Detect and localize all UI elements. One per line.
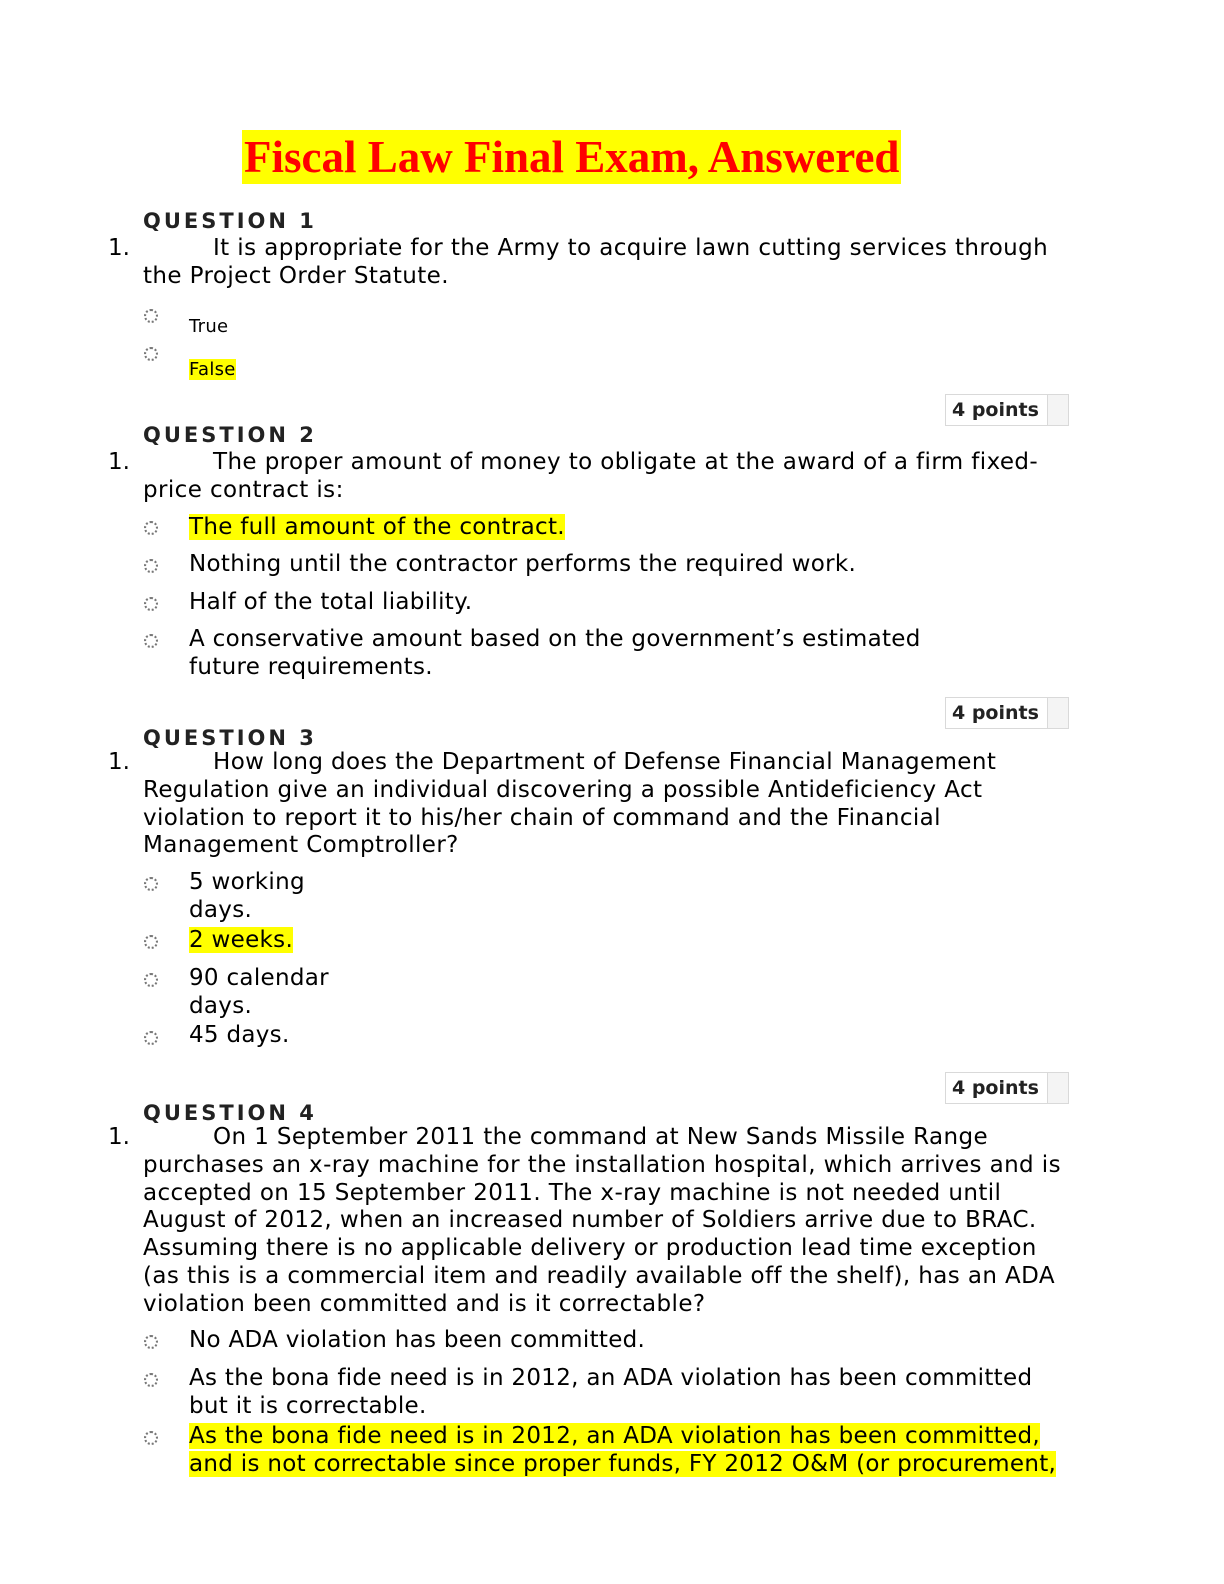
question-text: On 1 September 2011 the command at New Sands Missile Range purchases an x-ray machine for the installation hospital, which arrives and is accepted on 15 September 2011. The x-ray machine is not needed until August of 2012, when an increased number of Soldiers arrive due to BRAC. Assuming there is no applicable delivery or production lead time exception (as this is a commercial item and readily available off the shelf), has an ADA violation been committed and is it correctable? — [143, 1124, 1061, 1317]
option-label: Half of the total liability. — [189, 589, 473, 615]
question-number: 1. — [108, 1124, 130, 1150]
option-radio[interactable] — [144, 973, 158, 987]
option-label: 5 working days. — [189, 869, 305, 923]
option-radio[interactable] — [144, 1373, 158, 1387]
question-text: The proper amount of money to obligate at the award of a firm fixed-price contract is: — [143, 449, 1039, 503]
option-label: Nothing until the contractor performs the required work. — [189, 551, 857, 577]
option-radio[interactable] — [144, 521, 158, 535]
option-radio[interactable] — [144, 309, 158, 323]
option-label-answer: The full amount of the contract. — [189, 514, 565, 540]
option-radio[interactable] — [144, 1431, 158, 1445]
question-number: 1. — [108, 449, 130, 475]
points-box — [945, 1072, 1069, 1104]
points-box — [945, 697, 1069, 729]
page-title: Fiscal Law Final Exam, Answered — [244, 132, 900, 182]
question-header: QUESTION 4 — [143, 1101, 317, 1125]
option-label: 90 calendar days. — [189, 965, 329, 1019]
option-label-answer: False — [189, 359, 236, 380]
option-radio[interactable] — [144, 559, 158, 573]
points-label: 4 points — [946, 698, 1048, 728]
question-text: How long does the Department of Defense Financial Management Regulation give an individual discovering a possible Antideficiency Act violation to report it to his/her chain of command and the Financial Management Comptroller? — [143, 749, 997, 859]
option-label: True — [189, 316, 229, 337]
option-radio[interactable] — [144, 1031, 158, 1045]
option-radio[interactable] — [144, 597, 158, 611]
option-radio[interactable] — [144, 634, 158, 648]
points-box — [945, 394, 1069, 426]
option-label-answer: 2 weeks. — [189, 927, 294, 953]
option-label: As the bona fide need is in 2012, an ADA violation has been committed but it is correctable. — [189, 1365, 1033, 1419]
option-radio[interactable] — [144, 347, 158, 361]
option-radio[interactable] — [144, 877, 158, 891]
points-label: 4 points — [946, 1073, 1048, 1103]
option-label: A conservative amount based on the government’s estimated future requirements. — [189, 626, 921, 680]
question-number: 1. — [108, 749, 130, 775]
option-radio[interactable] — [144, 1335, 158, 1349]
option-label: 45 days. — [189, 1022, 290, 1048]
option-label: No ADA violation has been committed. — [189, 1327, 646, 1353]
question-header: QUESTION 1 — [143, 209, 317, 233]
question-header: QUESTION 2 — [143, 423, 317, 447]
question-text: It is appropriate for the Army to acquire lawn cutting services through the Project Order Statute. — [143, 235, 1049, 289]
question-header: QUESTION 3 — [143, 726, 317, 750]
question-number: 1. — [108, 235, 130, 261]
option-label-answer: As the bona fide need is in 2012, an ADA violation has been committed, and is not correctable since proper funds, FY 2012 O&M (or procurement, — [189, 1423, 1057, 1477]
points-label: 4 points — [946, 395, 1048, 425]
option-radio[interactable] — [144, 935, 158, 949]
